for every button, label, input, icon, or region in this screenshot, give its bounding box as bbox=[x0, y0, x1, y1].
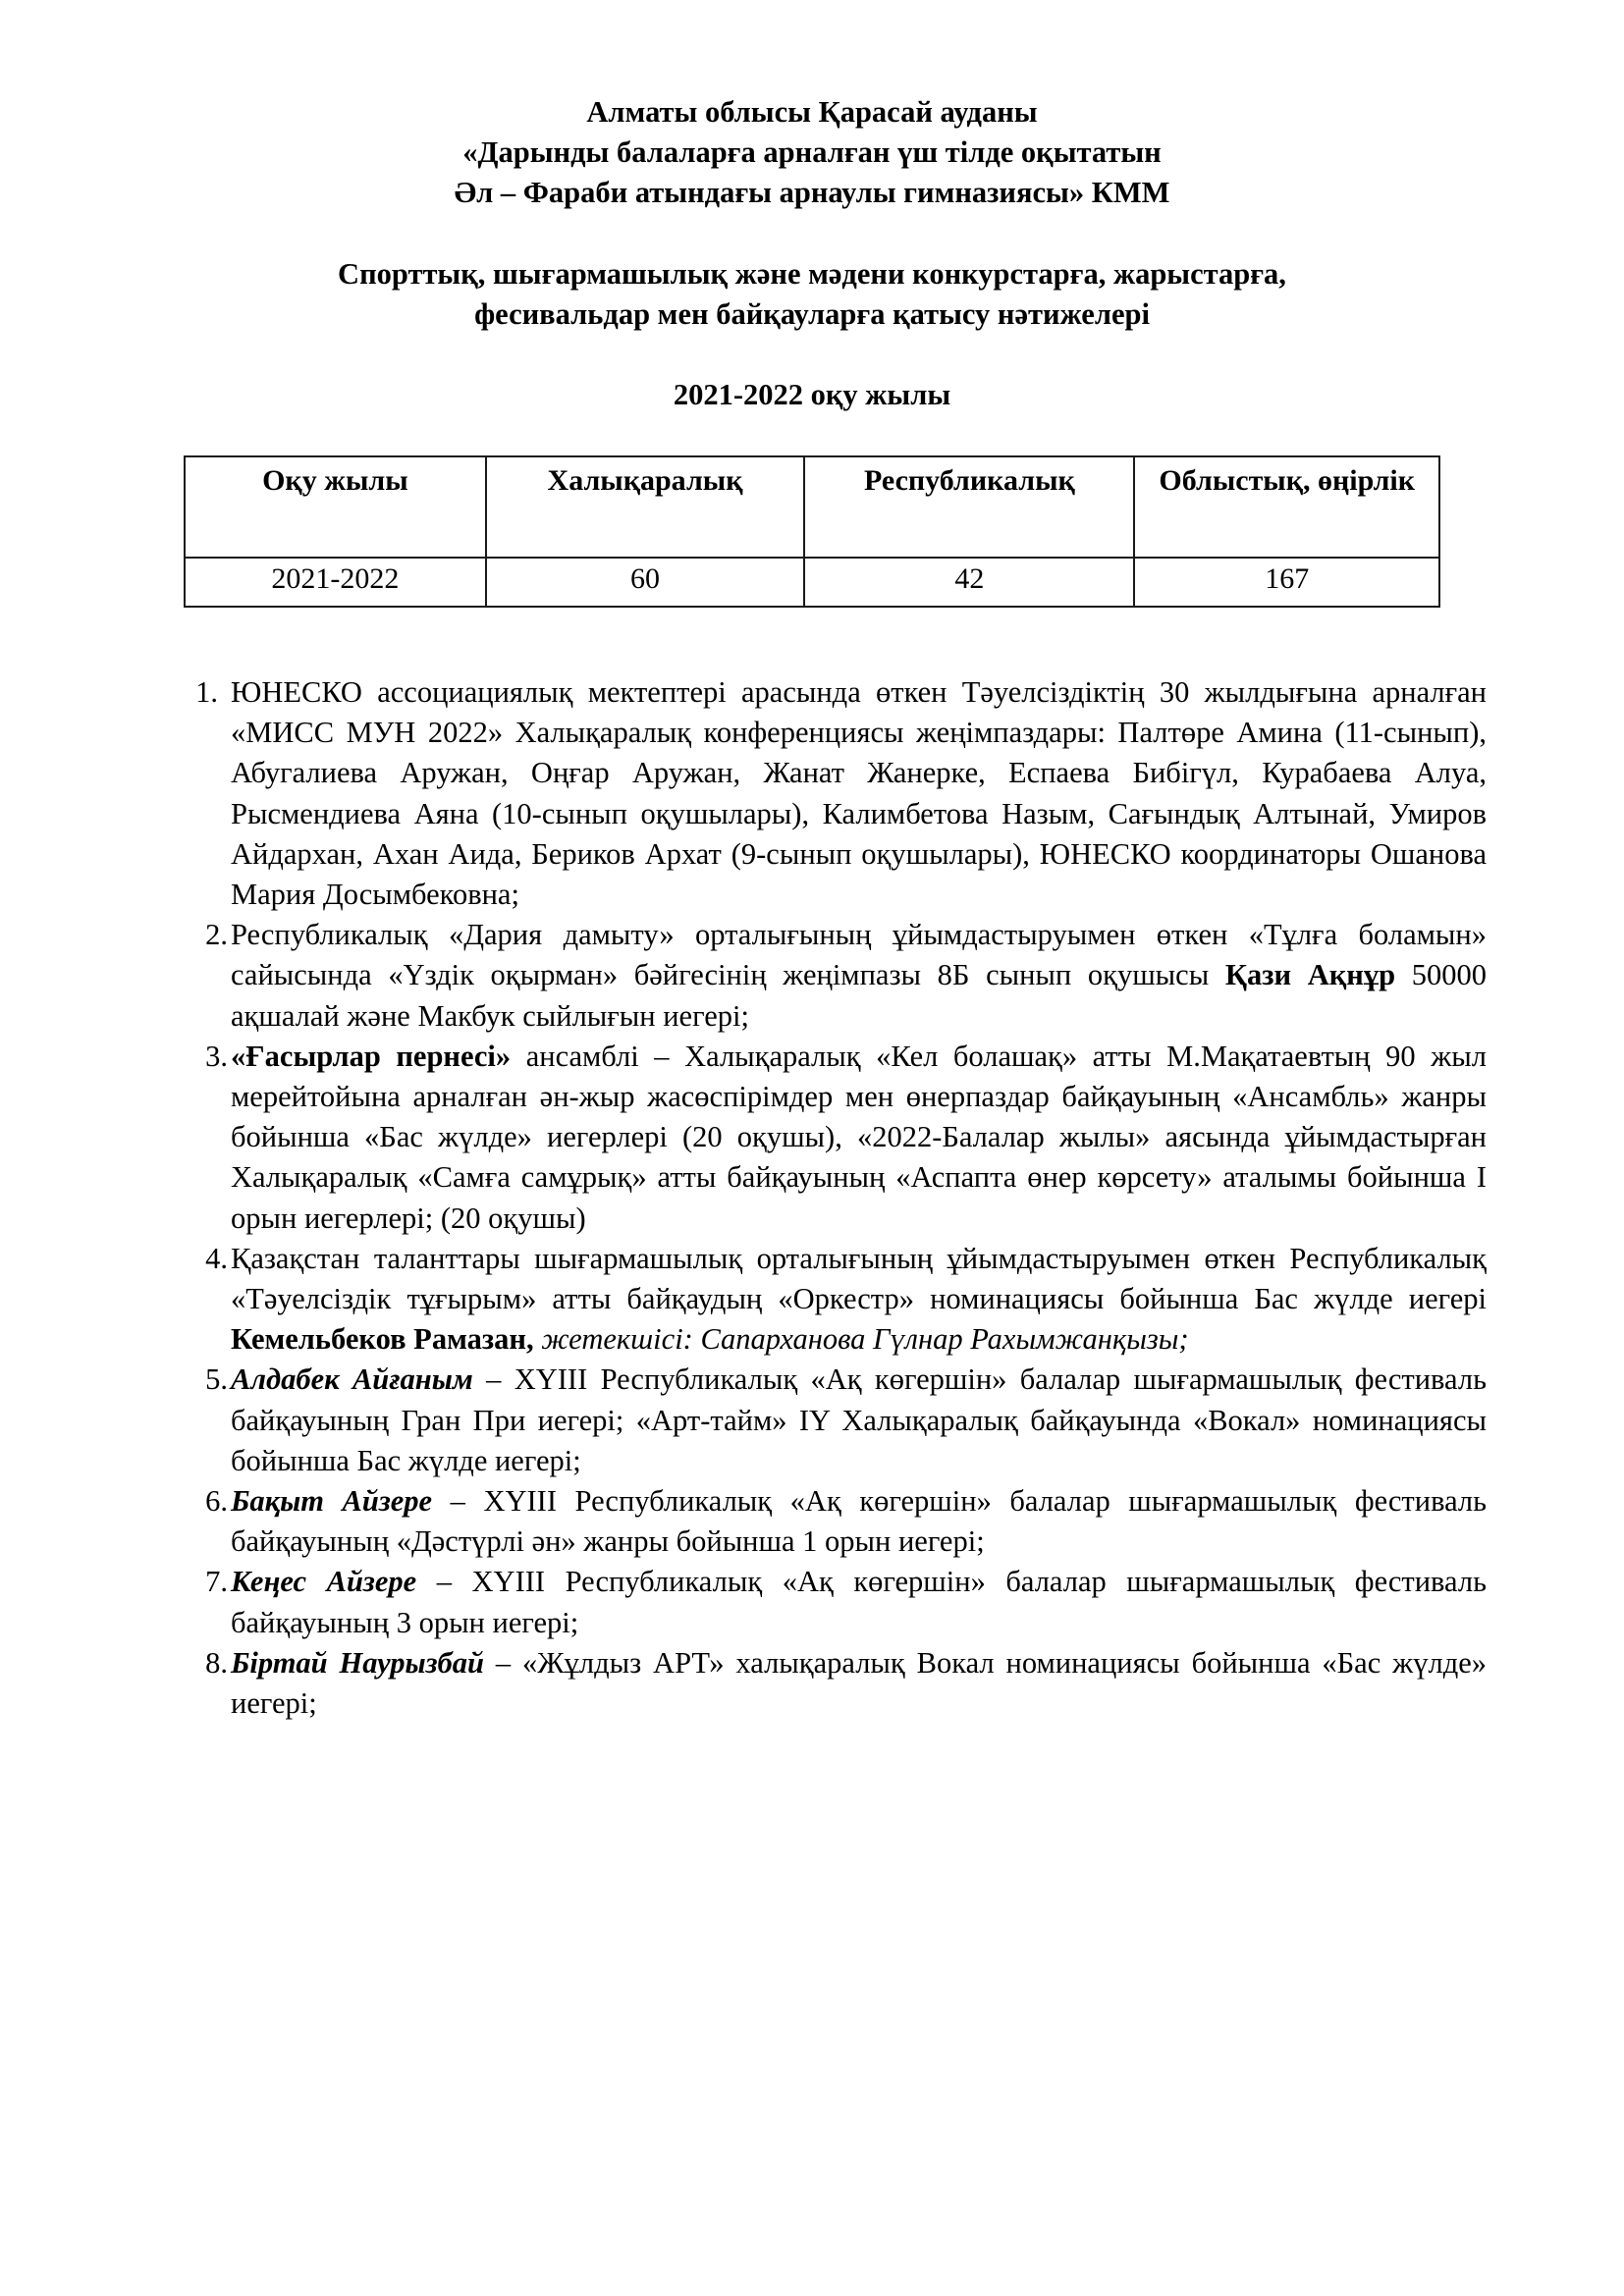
award-text-segment: Қазақстан таланттары шығармашылық орталығының ұйымдастыруымен өткен Республикалық «Тәуелсіздік тұғырым» атты байқаудың «Оркестр» номинациясы бойынша Бас жүлде иегері bbox=[231, 1241, 1487, 1316]
subtitle-line-1: Спорттық, шығармашылық және мәдени конкурстарға, жарыстарға, bbox=[338, 257, 1286, 291]
header-line-3: Әл – Фараби атындағы арнаулы гимназиясы» КММ bbox=[454, 176, 1170, 209]
award-list-item bbox=[137, 1037, 1487, 1239]
award-list-item bbox=[137, 1481, 1487, 1562]
table-cell: 2021-2022 bbox=[185, 558, 486, 607]
document-subtitle bbox=[137, 254, 1487, 335]
table-header-cell: Республикалық bbox=[804, 456, 1134, 558]
table-row bbox=[185, 558, 1439, 607]
award-text-segment: – «Жұлдыз АРТ» халықаралық Вокал номинациясы бойынша «Бас жүлде» иегері; bbox=[231, 1645, 1487, 1721]
table-cell: 42 bbox=[804, 558, 1134, 607]
award-text-segment: – ХYIII Республикалық «Ақ көгершін» балалар шығармашылық фестиваль байқауының Гран При иегері; «Арт-тайм» IY Халықаралық байқауында «Вокал» номинациясы бойынша Бас жүлде иегері; bbox=[231, 1362, 1487, 1477]
award-list-item bbox=[137, 915, 1487, 1037]
award-text-segment: Бақыт Айзере bbox=[231, 1484, 433, 1519]
award-list bbox=[137, 672, 1487, 1724]
subtitle-line-2: фесивальдар мен байқауларға қатысу нәтижелері bbox=[474, 297, 1150, 331]
header-line-1: Алматы облысы Қарасай ауданы bbox=[586, 95, 1038, 129]
award-text-segment: Қази Ақнұр bbox=[1224, 958, 1396, 992]
award-text-segment: «Ғасырлар пернесі» bbox=[231, 1039, 512, 1073]
award-text-segment: Кеңес Айзере bbox=[231, 1565, 417, 1599]
award-text-segment: Республикалық «Дария дамыту» орталығының ұйымдастыруымен өткен «Тұлға боламын» сайысында «Үздік оқырман» бәйгесінің жеңімпазы 8Б сынып оқушысы bbox=[231, 918, 1487, 992]
results-table bbox=[184, 455, 1440, 608]
award-list-item bbox=[137, 1360, 1487, 1481]
award-text-segment: – ХYIII Республикалық «Ақ көгершін» балалар шығармашылық фестиваль байқауының 3 орын иегері; bbox=[231, 1565, 1487, 1639]
award-list-item bbox=[137, 1643, 1487, 1724]
award-text-segment: Кемельбеков Рамазан, bbox=[231, 1322, 534, 1357]
award-text-segment: – ХYIII Республикалық «Ақ көгершін» балалар шығармашылық фестиваль байқауының «Дәстүрлі ән» жанры бойынша 1 орын иегері; bbox=[231, 1484, 1488, 1559]
award-text-segment: Біртай Наурызбай bbox=[231, 1645, 484, 1680]
table-cell: 167 bbox=[1134, 558, 1439, 607]
document-header bbox=[137, 92, 1487, 213]
table-header-cell: Халықаралық bbox=[486, 456, 805, 558]
header-line-2: «Дарынды балаларға арналған үш тілде оқытатын bbox=[462, 135, 1162, 169]
results-table-container bbox=[137, 455, 1487, 608]
award-text-segment: ансамблі – Халықаралық «Кел болашақ» атты М.Мақатаевтың 90 жыл мерейтойына арналған ән-жыр жасөспірімдер мен өнерпаздар байқауының «Ансамбль» жанры бойынша «Бас жүлде» иегерлері (20 оқушы), «2022-Балалар жылы» аясында ұйымдастырған Халықаралық «Самға самұрық» атты байқауының «Аспапта өнер көрсету» аталымы бойынша I орын иегерлері; (20 оқушы) bbox=[231, 1039, 1487, 1235]
award-text-segment: Алдабек Айғаным bbox=[231, 1362, 473, 1397]
award-text-segment: жетекшісі: Сапарханова Гүлнар Рахымжанқызы; bbox=[533, 1322, 1189, 1357]
award-list-item bbox=[137, 1239, 1487, 1361]
table-header-cell: Облыстық, өңірлік bbox=[1134, 456, 1439, 558]
academic-year-heading: 2021-2022 оқу жылы bbox=[673, 378, 951, 411]
table-header-row bbox=[185, 456, 1439, 558]
award-list-item bbox=[137, 672, 1487, 915]
award-list-item bbox=[137, 1562, 1487, 1642]
table-cell: 60 bbox=[486, 558, 805, 607]
table-header-cell: Оқу жылы bbox=[185, 456, 486, 558]
award-text-segment: 50000 ақшалай және Макбук сыйлығын иегері; bbox=[231, 958, 1487, 1033]
award-text-segment: ЮНЕСКО ассоциациялық мектептері арасында өткен Тәуелсіздіктің 30 жылдығына арналған «МИСС МУН 2022» Халықаралық конференциясы жеңімпаздары: Палтөре Амина (11-сынып), Абугалиева Аружан, Оңғар Аружан, Жанат Жанерке, Еспаева Бибігүл, Курабаева Алуа, Рысмендиева Аяна (10-сынып оқушылары), Калимбетова Назым, Сағындық Алтынай, Умиров Айдархан, Ахан Аида, Бериков Архат (9-сынып оқушылары), ЮНЕСКО координаторы Ошанова Мария Досымбековна; bbox=[231, 675, 1487, 912]
